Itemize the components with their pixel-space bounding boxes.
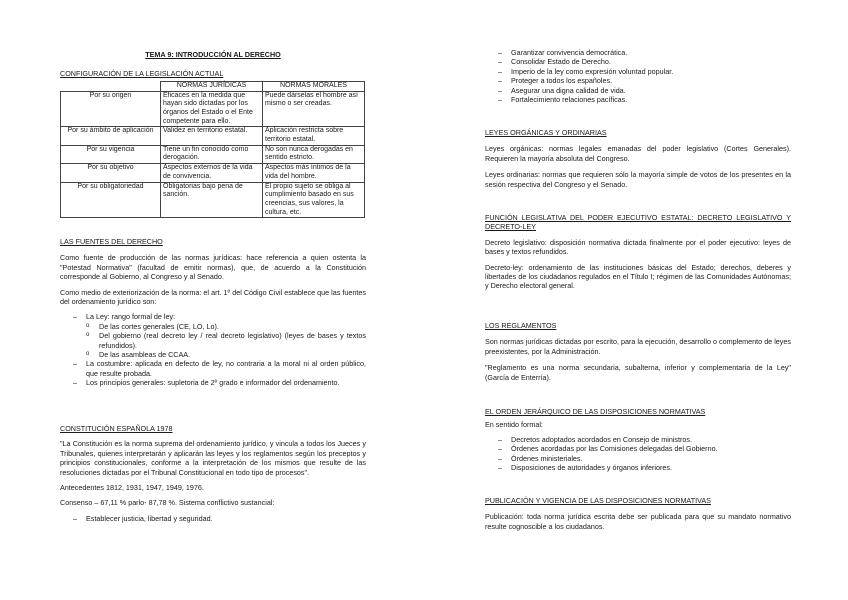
constitucion-list bbox=[60, 514, 366, 523]
list-item: – Fortalecimiento relaciones pacíficas. bbox=[485, 95, 791, 104]
paragraph: Consenso – 67,11 % parlo- 87,78 %. Sistema conflictivo sustancial: bbox=[60, 498, 275, 508]
table-cell: No son nunca derogadas en sentido estricto. bbox=[263, 145, 365, 163]
section-reglamentos bbox=[485, 321, 791, 382]
list-item: – La costumbre: aplicada en defecto de ley, no contraria a la moral ni al orden público, que resulte probada. bbox=[60, 359, 366, 378]
section-heading-configuracion: CONFIGURACIÓN DE LA LEGISLACIÓN ACTUAL bbox=[60, 69, 224, 78]
table-header-cell: NORMAS JURÍDICAS bbox=[161, 82, 263, 92]
section-publicacion bbox=[485, 496, 791, 531]
section-funcion bbox=[485, 213, 791, 291]
table-cell: Obligatorias bajo pena de sanción. bbox=[161, 182, 263, 218]
list-subitem: o Del gobierno (real decreto ley / real decreto legislativo) (leyes de bases y textos refundidos). bbox=[73, 331, 366, 350]
table-row bbox=[61, 127, 365, 145]
comparison-table bbox=[60, 81, 365, 218]
paragraph: Son normas jurídicas dictadas por escrito, para la ejecución, desarrollo o complemento de leyes preexistentes, por la Administración. bbox=[485, 337, 791, 356]
table-row-label: Por su obligatoriedad bbox=[61, 182, 161, 218]
table-header-cell bbox=[61, 82, 161, 92]
section-constitucion bbox=[60, 424, 366, 523]
section-heading-constitucion: CONSTITUCIÓN ESPAÑOLA 1978 bbox=[60, 424, 173, 433]
table-row-label: Por su objetivo bbox=[61, 164, 161, 182]
list-item: – Los principios generales: supletoria de 2º grado e informador del ordenamiento. bbox=[60, 378, 366, 387]
list-subitem: o De las asambleas de CCAA. bbox=[73, 350, 366, 359]
paragraph: Leyes ordinarias: normas que requieren sólo la mayoría simple de votos de los presentes en la sesión respectiva del Congreso y el Senado. bbox=[485, 170, 791, 189]
list-item: – Imperio de la ley como expresión voluntad popular. bbox=[485, 67, 791, 76]
table-row bbox=[61, 182, 365, 218]
section-heading-reglamentos: LOS REGLAMENTOS bbox=[485, 321, 557, 330]
table-row-label: Por su vigencia bbox=[61, 145, 161, 163]
table-row-label: Por su ámbito de aplicación bbox=[61, 127, 161, 145]
list-item: – Decretos adoptados acordados en Consejo de ministros. bbox=[485, 435, 791, 444]
table-cell: Eficaces en la medida que hayan sido dictadas por los órganos del Estado o el Ente competente para ello. bbox=[161, 91, 263, 127]
section-heading-fuentes: LAS FUENTES DEL DERECHO bbox=[60, 237, 163, 246]
table-row-label: Por su origen bbox=[61, 91, 161, 127]
table-cell: Puede dárselas el hombre así mismo o ser creadas. bbox=[263, 91, 365, 127]
list-item: – Proteger a todos los españoles. bbox=[485, 76, 791, 85]
list-item: – Órdenes acordadas por las Comisiones delegadas del Gobierno. bbox=[485, 444, 791, 453]
fuentes-list bbox=[60, 312, 366, 387]
list-item: – Garantizar convivencia democrática. bbox=[485, 48, 791, 57]
paragraph: Decreto legislativo: disposición normativa dictada finalmente por el poder ejecutivo: leyes de bases y textos refundidos. bbox=[485, 237, 791, 257]
paragraph: Como medio de exteriorización de la norma: el art. 1º del Código Civil establece que las fuentes del ordenamiento jurídico son: bbox=[60, 287, 366, 307]
paragraph: Publicación: toda norma jurídica escrita debe ser publicada para que su mandato normativo resulte cognoscible a los ciudadanos. bbox=[485, 512, 791, 531]
paragraph: Leyes orgánicas: normas legales emanadas del poder legislativo (Cortes Generales). Requieren la mayoría absoluta del Congreso. bbox=[485, 144, 791, 163]
table-cell: Aspectos externos de la vida de convivencia. bbox=[161, 164, 263, 182]
table-row bbox=[61, 91, 365, 127]
paragraph: "La Constitución es la norma suprema del ordenamiento jurídico, y vincula a todos los Jueces y Tribunales, quienes interpretarán y aplicarán las leyes y los reglamentos según los preceptos y principios constitucionales, conforme a la interpretación de los mismos que resulte de las resoluciones dictadas por el Tribunal Constitucional en todo tipo de procesos". bbox=[60, 439, 366, 477]
paragraph: En sentido formal: bbox=[485, 420, 543, 430]
table-cell: El propio sujeto se obliga al cumplimiento basado en sus creencias, sus valores, la cultura, etc. bbox=[263, 182, 365, 218]
section-organicas bbox=[485, 128, 791, 189]
list-item: – Establecer justicia, libertad y seguridad. bbox=[60, 514, 366, 523]
table-cell: Validez en territorio estatal. bbox=[161, 127, 263, 145]
paragraph: Decreto-ley: ordenamiento de las instituciones básicas del Estado; derechos, deberes y libertades de los ciudadanos regulados en el Título I; régimen de las Comunidades Autónomas; y Derecho electoral general. bbox=[485, 262, 791, 291]
table-cell: Aplicación restricta sobre territorio estatal. bbox=[263, 127, 365, 145]
paragraph: Antecedentes 1812, 1931, 1947, 1949, 1976. bbox=[60, 483, 204, 493]
list-item: – Consolidar Estado de Derecho. bbox=[485, 57, 791, 66]
table-header-cell: NORMAS MORALES bbox=[263, 82, 365, 92]
section-heading-publicacion: PUBLICACIÓN Y VIGENCIA DE LAS DISPOSICIONES NORMATIVAS bbox=[485, 496, 711, 505]
list-item: – Asegurar una digna calidad de vida. bbox=[485, 86, 791, 95]
paragraph: Como fuente de producción de las normas jurídicas: hace referencia a quien ostenta la "Potestad Normativa" (facultad de emitir normas), que, de acuerdo a la Constitución corresponde al Gobierno, al Congreso y al Senado. bbox=[60, 253, 366, 282]
list-item: – Disposiciones de autoridades y órganos inferiores. bbox=[485, 463, 791, 472]
table-header-row bbox=[61, 82, 365, 92]
list-subitem: o De las cortes generales (CE, LO, Lo). bbox=[73, 322, 366, 331]
list-item: – La Ley: rango formal de ley: bbox=[60, 312, 366, 321]
table-row bbox=[61, 145, 365, 163]
table-row bbox=[61, 164, 365, 182]
list-item: – Órdenes ministeriales. bbox=[485, 454, 791, 463]
jerarquico-list bbox=[485, 435, 791, 473]
section-heading-funcion: FUNCIÓN LEGISLATIVA DEL PODER EJECUTIVO ESTATAL: DECRETO LEGISLATIVO Y DECRETO-LEY bbox=[485, 213, 791, 232]
section-jerarquico bbox=[485, 407, 791, 472]
paragraph: "Reglamento es una norma secundaria, subalterna, inferior y complementaria de la Ley" (García de Enterría). bbox=[485, 363, 791, 382]
table-cell: Tiene un fin conocido como derogación. bbox=[161, 145, 263, 163]
values-list bbox=[485, 48, 791, 104]
page-title: TEMA 9: INTRODUCCIÓN AL DERECHO bbox=[145, 50, 281, 59]
section-heading-organicas: LEYES ORGÁNICAS Y ORDINARIAS bbox=[485, 128, 607, 137]
section-fuentes bbox=[60, 237, 366, 388]
section-heading-jerarquico: EL ORDEN JERÁRQUICO DE LAS DISPOSICIONES NORMATIVAS bbox=[485, 407, 706, 416]
table-cell: Aspectos más íntimos de la vida del hombre. bbox=[263, 164, 365, 182]
